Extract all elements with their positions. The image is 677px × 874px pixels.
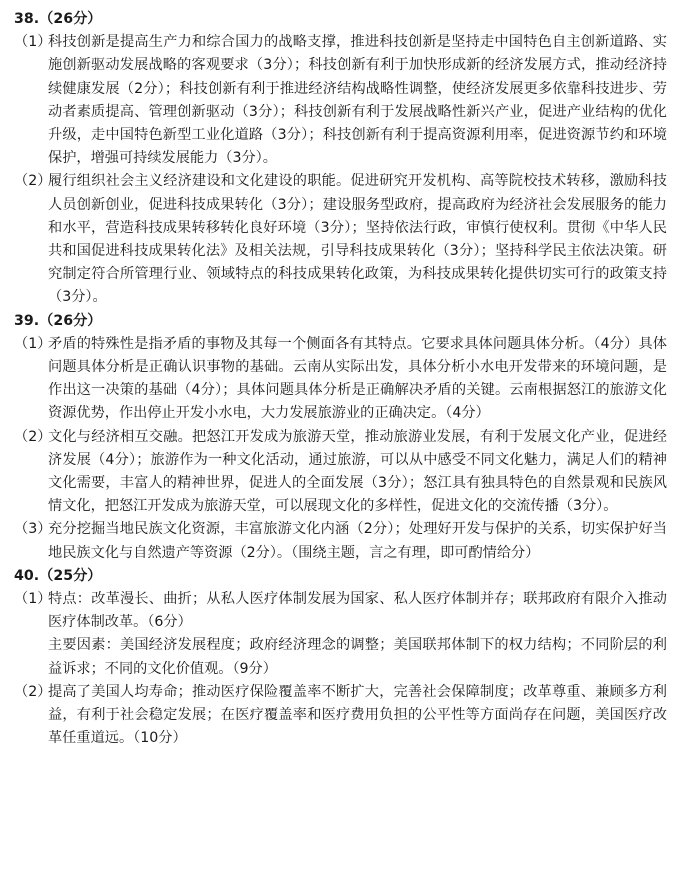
item-text: 文化与经济相互交融。把怒江开发成为旅游天堂，推动旅游业发展，有利于发展文化产业，促进经济发展（4分）；旅游作为一种文化活动，通过旅游，可以从中感受不同文化魅力，满足人们的精神文化需要，丰富人的精神世界，促进人的全面发展（3分）；怒江具有独具特色的自然景观和民族风情文化，把怒江开发成为旅游天堂，可以展现文化的多样性，促进文化的交流传播（3分）。 — [48, 428, 667, 515]
item-number: （1） — [14, 591, 52, 608]
item-text: 履行组织社会主义经济建设和文化建设的职能。促进研究开发机构、高等院校技术转移，激励科技人员创新创业，促进科技成果转化（3分）；建设服务型政府，提高政府为经济社会发展服务的能力和水平，营造科技成果转移转化良好环境（3分）；坚持依法行政，审慎行使权利。贯彻《中华人民共和国促进科技成果转化法》及相关法规，引导科技成果转化（3分）；坚持科学民主依法决策。研究制定符合所管理行业、领域特点的科技成果转化政策，为科技成果转化提供切实可行的政策支持（3分）。 — [48, 173, 667, 306]
question-39-header: 39.（26分） — [14, 312, 102, 329]
item-text: 提高了美国人均寿命；推动医疗保险覆盖率不断扩大，完善社会保障制度；改革尊重、兼顾多方利益，有利于社会稳定发展；在医疗覆盖率和医疗费用负担的公平性等方面尚存在问题，美国医疗改革任重道远。（10分） — [48, 683, 667, 747]
question-38 — [14, 8, 667, 310]
item-text: 特点：改革漫长、曲折；从私人医疗体制发展为国家、私人医疗体制并存；联邦政府有限介入推动医疗体制改革。（6分） — [48, 591, 667, 631]
item-number: （2） — [14, 173, 52, 190]
item-number: （3） — [14, 521, 52, 538]
question-39-item-3 — [14, 518, 667, 564]
item-text: 充分挖掘当地民族文化资源，丰富旅游文化内涵（2分）；处理好开发与保护的关系，切实保护好当地民族文化与自然遗产等资源（2分）。（围绕主题，言之有理，即可酌情给分） — [48, 521, 667, 561]
question-39 — [14, 310, 667, 565]
question-38-item-2 — [14, 170, 667, 309]
item-text: 矛盾的特殊性是指矛盾的事物及其每一个侧面各有其特点。它要求具体问题具体分析。（4分）具体问题具体分析是正确认识事物的基础。云南从实际出发，具体分析小水电开发带来的环境问题，是作出这一决策的基础（4分）；具体问题具体分析是正确解决矛盾的关键。云南根据怒江的旅游文化资源优势，作出停止开发小水电，大力发展旅游业的正确决定。（4分） — [48, 335, 667, 422]
question-38-header: 38.（26分） — [14, 11, 102, 27]
item-number: （2） — [14, 428, 52, 445]
question-40-header: 40.（25分） — [14, 567, 102, 584]
question-40 — [14, 565, 667, 751]
question-40-item-2 — [14, 681, 667, 751]
item-number: （1） — [14, 34, 52, 51]
question-38-item-1 — [14, 31, 667, 170]
item-text: 主要因素：美国经济发展程度；政府经济理念的调整；美国联邦体制下的权力结构；不同阶层的利益诉求；不同的文化价值观。（9分） — [48, 637, 667, 677]
question-39-item-1 — [14, 333, 667, 426]
item-number: （2） — [14, 683, 52, 700]
question-39-item-2 — [14, 426, 667, 519]
item-text: 科技创新是提高生产力和综合国力的战略支撑，推进科技创新是坚持走中国特色自主创新道路、实施创新驱动发展战略的客观要求（3分）；科技创新有利于加快形成新的经济发展方式，推动经济持续健康发展（2分）；科技创新有利于推进经济结构战略性调整，使经济发展更多依靠科技进步、劳动者素质提高、管理创新驱动（3分）；科技创新有利于发展战略性新兴产业，促进产业结构的优化升级，走中国特色新型工业化道路（3分）；科技创新有利于提高资源利用率，促进资源节约和环境保护，增强可持续发展能力（3分）。 — [48, 34, 667, 167]
item-number: （1） — [14, 335, 52, 352]
question-40-item-1 — [14, 588, 667, 681]
